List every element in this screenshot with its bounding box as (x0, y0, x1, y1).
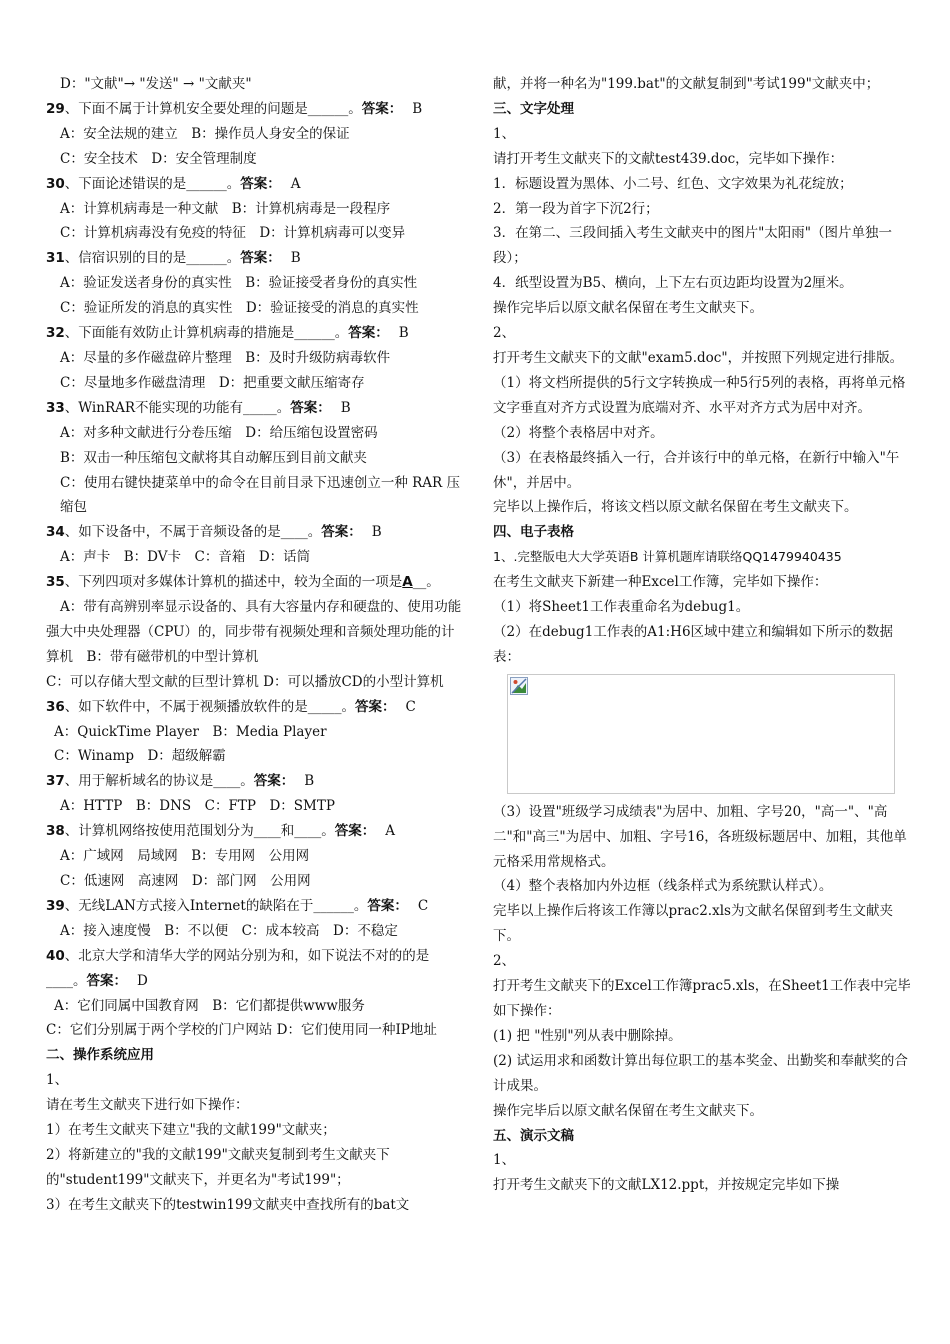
section-2-title: 二、操作系统应用 (46, 1047, 154, 1064)
section-2-item-1: 1、 (46, 1072, 69, 1089)
question-32: 32、下面能有效防止计算机病毒的措施是______。答案： B (46, 325, 409, 342)
section-2-step-2: 2）将新建立的"我的文献199"文献夹复制到考生文献夹下的"student199"文献夹下，并更名为"考试199"； (46, 1146, 390, 1188)
section-3-2-step-3: （3）在表格最终插入一行，合并该行中的单元格，在新行中输入"午休"，并居中。 (493, 449, 900, 491)
question-29: 29、下面不属于计算机安全要处理的问题是______。答案： B (46, 100, 423, 117)
section-3-1-step-1: 1．标题设置为黑体、小二号、红色、文字效果为礼花绽放； (493, 175, 853, 192)
answer-value: B (304, 773, 315, 790)
question-36: 36、如下软件中，不属于视频播放软件的是_____。答案： C (46, 698, 416, 715)
question-35: 35、下列四项对多媒体计算机的描述中，较为全面的一项是A__。 (46, 574, 440, 591)
answer-value: A (385, 823, 396, 840)
question-38: 38、计算机网络按使用范围划分为____和____。答案： A (46, 823, 396, 840)
section-3-1-intro: 请打开考生文献夹下的文献test439.doc，完毕如下操作： (493, 150, 844, 167)
q29-options-2: C：安全技术 D：安全管理制度 (60, 150, 257, 167)
answer-label: 答案： (240, 250, 281, 267)
q38-options-1: A：广域网 局域网 B：专用网 公用网 (60, 848, 310, 865)
q38-options-2: C：低速网 高速网 D：部门网 公用网 (60, 873, 311, 889)
answer-value: B (340, 399, 351, 416)
answer-value: B (412, 100, 423, 117)
section-4-2-step-1: (1) 把 "性别"列从表中删除掉。 (493, 1027, 682, 1044)
section-4-1-intro: 在考生文献夹下新建一种Excel工作簿，完毕如下操作： (493, 574, 828, 591)
section-3-2-end: 完毕以上操作后，将该文档以原文献名保留在考生文献夹下。 (493, 499, 858, 516)
section-4-1-step-3: （3）设置"班级学习成绩表"为居中、加粗、字号20，"高一"、"高二"和"高三"为居中、加粗、字号16，各班级标题居中、加粗，其他单元格采用常规格式。 (493, 803, 907, 870)
section-3-item-2: 2、 (493, 325, 516, 342)
answer-label: 答案： (355, 698, 396, 715)
q29-options-1: A：安全法规的建立 B：操作员人身安全的保证 (60, 125, 350, 142)
q34-options-1: A：声卡 B：DV卡 C：音箱 D：话筒 (60, 549, 311, 566)
q33-options-2: B：双击一种压缩包文献将其自动解压到目前文献夹 (60, 449, 367, 466)
q32-options-2: C：尽量地多作磁盘清理 D：把重要文献压缩寄存 (60, 374, 365, 391)
question-37: 37、用于解析域名的协议是____。答案： B (46, 773, 315, 790)
section-3-item-1: 1、 (493, 125, 516, 142)
question-39: 39、无线LAN方式接入Internet的缺陷在于______。答案： C (46, 897, 429, 914)
left-column (46, 72, 464, 1218)
section-4-title: 四、电子表格 (493, 524, 574, 541)
right-column (493, 72, 913, 1198)
section-5-item-1: 1、 (493, 1152, 516, 1169)
section-2-step-3: 3）在考生文献夹下的testwin199文献夹中查找所有的bat文 (46, 1196, 410, 1213)
answer-value: C (405, 698, 416, 715)
section-3-2-step-1: （1）将文档所提供的5行文字转换成一种5行5列的表格，再将单元格文字垂直对齐方式设置为底端对齐、水平对齐方式为居中对齐。 (493, 374, 906, 416)
section-2-step-1: 1）在考生文献夹下建立"我的文献199"文献夹； (46, 1122, 336, 1139)
q32-options-1: A：尽量的多作磁盘碎片整理 B：及时升级防病毒软件 (60, 349, 391, 366)
section-5-title: 五、演示文稿 (493, 1127, 574, 1144)
q31-options-2: C：验证所发的消息的真实性 D：验证接受的消息的真实性 (60, 300, 419, 317)
q37-options-1: A：HTTP B：DNS C：FTP D：SMTP (60, 798, 335, 815)
q33-options-3: C：使用右键快捷菜单中的命令在目前目录下迅速创立一种 RAR 压缩包 (60, 474, 460, 516)
question-40: 40、北京大学和清华大学的网站分别为和，如下说法不对的的是____。答案： D (46, 947, 430, 989)
section-2-step-3-cont: 献，并将一种名为"199.bat"的文献复制到"考试199"文献夹中； (493, 76, 880, 92)
section-4-1-step-2: （2）在debug1工作表的A1:H6区域中建立和编辑如下所示的数据表： (493, 623, 894, 665)
answer-value: A (290, 175, 301, 192)
answer-value: D (137, 972, 148, 989)
section-3-2-intro: 打开考生文献夹下的文献"exam5.doc"，并按照下列规定进行排版。 (493, 349, 904, 366)
question-33: 33、WinRAR不能实现的功能有_____。答案： B (46, 399, 351, 416)
section-4-item-2: 2、 (493, 953, 516, 970)
answer-label: 答案： (253, 773, 295, 790)
q30-options-1: A：计算机病毒是一种文献 B：计算机病毒是一段程序 (60, 200, 391, 217)
answer-label: 答案： (367, 897, 408, 914)
answer-label: 答案： (290, 399, 331, 416)
question-30: 30、下面论述错误的是______。答案： A (46, 175, 301, 192)
answer-label: 答案： (86, 972, 127, 989)
section-5-1-intro: 打开考生文献夹下的文献LX12.ppt，并按规定完毕如下操 (493, 1177, 840, 1194)
q33-options-1: A：对多种文献进行分卷压缩 D：给压缩包设置密码 (60, 424, 378, 441)
section-3-1-step-4: 4．纸型设置为B5、横向，上下左右页边距均设置为2厘米。 (493, 275, 853, 292)
section-4-1-step-4: （4）整个表格加内外边框（线条样式为系统默认样式）。 (493, 878, 833, 895)
section-4-2-intro: 打开考生文献夹下的Excel工作簿prac5.xls，在Sheet1工作表中完毕如下操作： (493, 978, 911, 1019)
answer-value: C (417, 897, 429, 914)
answer-label: 答案： (361, 100, 403, 117)
broken-image-icon (510, 677, 528, 695)
q40-options-1: A：它们同属中国教育网 B：它们都提供www服务 (54, 997, 365, 1014)
q30-options-2: C：计算机病毒没有免疫的特征 D：计算机病毒可以变异 (60, 225, 406, 242)
answer-value: B (398, 325, 409, 342)
question-34: 34、如下设备中，不属于音频设备的是____。答案： B (46, 524, 382, 541)
question-31: 31、信宿识别的目的是______。答案： B (46, 250, 301, 267)
q40-options-2: C：它们分别属于两个学校的门户网站 D：它们使用同一种IP地址 (46, 1022, 437, 1039)
data-table-image (507, 674, 895, 794)
q39-options-1: A：接入速度慢 B：不以便 C：成本较高 D：不稳定 (60, 922, 398, 939)
section-4-1-end: 完毕以上操作后将该工作簿以prac2.xls为文献名保留到考生文献夹下。 (493, 903, 893, 945)
q36-options-1: A：QuickTime Player B：Media Player (54, 723, 327, 740)
section-3-1-step-3: 3．在第二、三段间插入考生文献夹中的图片"太阳雨"（图片单独一段）； (493, 225, 893, 267)
section-2-intro: 请在考生文献夹下进行如下操作： (46, 1097, 249, 1114)
section-3-1-step-2: 2．第一段为首字下沉2行； (493, 200, 659, 217)
section-4-item-1: 1、.完整版电大大学英语B 计算机题库请联络QQ1479940435 (493, 549, 842, 565)
section-3-2-step-2: （2）将整个表格居中对齐。 (493, 424, 664, 441)
answer-label: 答案： (321, 524, 362, 541)
answer-value: A (402, 574, 413, 591)
answer-label: 答案： (334, 823, 376, 840)
q35-options-1: A：带有高辨别率显示设备的、具有大容量内存和硬盘的、使用功能强大中央处理器（CPU）的，同步带有视频处理和音频处理功能的计算机 B：带有磁带机的中型计算机 (46, 599, 462, 665)
answer-label: 答案： (240, 175, 281, 192)
q35-options-2: C：可以存储大型文献的巨型计算机 D：可以播放CD的小型计算机 (46, 673, 444, 690)
q28-option-d: D："文献"→ "发送" → "文献夹" (60, 76, 252, 92)
answer-value: B (290, 250, 301, 267)
section-3-1-end: 操作完毕后以原文献名保留在考生文献夹下。 (493, 300, 763, 317)
q36-options-2: C：Winamp D：超级解霸 (54, 748, 226, 765)
section-3-title: 三、文字处理 (493, 100, 574, 117)
section-4-1-step-1: （1）将Sheet1工作表重命名为debug1。 (493, 599, 750, 616)
answer-label: 答案： (348, 325, 389, 342)
q31-options-1: A：验证发送者身份的真实性 B：验证接受者身份的真实性 (60, 275, 418, 292)
section-4-2-step-2: (2) 试运用求和函数计算出每位职工的基本奖金、出勤奖和奉献奖的合计成果。 (493, 1052, 908, 1094)
answer-value: B (371, 524, 382, 541)
section-4-2-end: 操作完毕后以原文献名保留在考生文献夹下。 (493, 1102, 763, 1119)
